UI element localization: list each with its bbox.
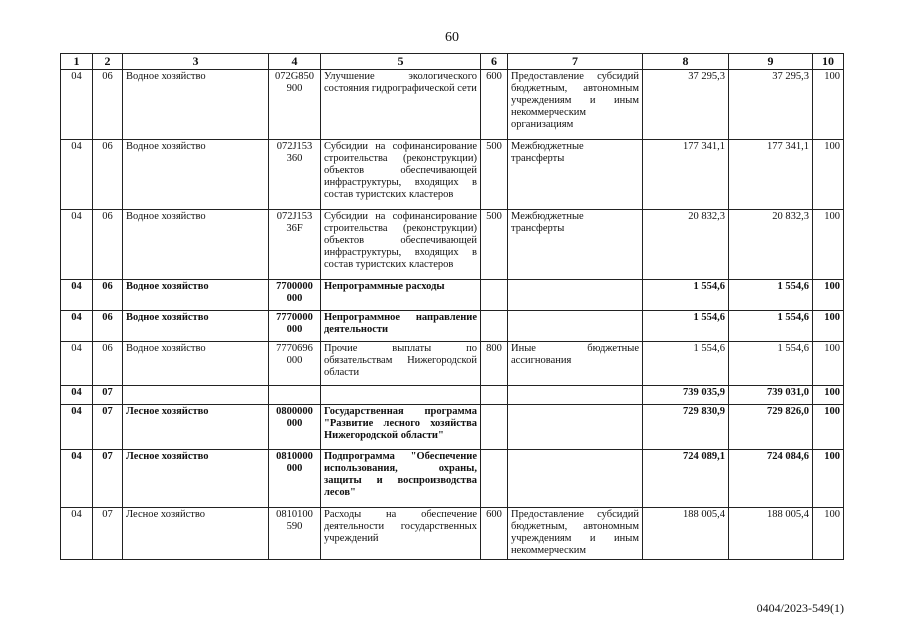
approved-amount-cell: 724 089,1 (643, 450, 729, 508)
expense-name-cell: Подпрограмма "Обеспечение использования, охраны, защиты и воспроизводства лесов" (321, 450, 481, 508)
expense-name-cell: Прочие выплаты по обязательствам Нижегородской области (321, 342, 481, 386)
budget-table (60, 53, 844, 560)
target-article-code-cell: 0810000 000 (269, 450, 321, 508)
table-row (61, 70, 844, 140)
execution-percent-cell: 100 (813, 508, 844, 560)
approved-amount-cell: 1 554,6 (643, 311, 729, 342)
executed-amount-cell: 724 084,6 (729, 450, 813, 508)
executed-amount-cell: 1 554,6 (729, 311, 813, 342)
expense-type-name-cell: Предоставление субсидий бюджетным, автономным учреждениям и иным некоммерческим организациям (508, 70, 643, 140)
column-header: 4 (269, 54, 321, 70)
expense-name-cell: Государственная программа "Развитие лесного хозяйства Нижегородской области" (321, 405, 481, 450)
expense-type-name-cell (508, 386, 643, 405)
expense-type-name-cell: Межбюджетные трансферты (508, 140, 643, 210)
column-header: 10 (813, 54, 844, 70)
table-row (61, 210, 844, 280)
section-name-cell: Лесное хозяйство (123, 450, 269, 508)
execution-percent-cell: 100 (813, 210, 844, 280)
section-code-cell: 04 (61, 342, 93, 386)
column-header: 7 (508, 54, 643, 70)
expense-name-cell: Субсидии на софинансирование строительства (реконструкции) объектов обеспечивающей инфраструктуры, входящих в состав туристских кластеров (321, 140, 481, 210)
expense-type-name-cell (508, 450, 643, 508)
subsection-code-cell: 06 (93, 311, 123, 342)
table-row (61, 386, 844, 405)
executed-amount-cell: 188 005,4 (729, 508, 813, 560)
column-header: 2 (93, 54, 123, 70)
approved-amount-cell: 1 554,6 (643, 280, 729, 311)
column-header: 5 (321, 54, 481, 70)
target-article-code-cell: 072G850 900 (269, 70, 321, 140)
executed-amount-cell: 729 826,0 (729, 405, 813, 450)
expense-type-code-cell: 500 (481, 140, 508, 210)
section-code-cell: 04 (61, 140, 93, 210)
execution-percent-cell: 100 (813, 280, 844, 311)
expense-name-cell: Непрограммные расходы (321, 280, 481, 311)
section-code-cell: 04 (61, 280, 93, 311)
execution-percent-cell: 100 (813, 386, 844, 405)
expense-type-name-cell: Предоставление субсидий бюджетным, автономным учреждениям и иным некоммерческим (508, 508, 643, 560)
target-article-code-cell: 0800000 000 (269, 405, 321, 450)
expense-type-name-cell: Межбюджетные трансферты (508, 210, 643, 280)
approved-amount-cell: 20 832,3 (643, 210, 729, 280)
section-code-cell: 04 (61, 210, 93, 280)
table-row (61, 450, 844, 508)
column-header: 3 (123, 54, 269, 70)
target-article-code-cell (269, 386, 321, 405)
column-header: 8 (643, 54, 729, 70)
section-code-cell: 04 (61, 508, 93, 560)
approved-amount-cell: 739 035,9 (643, 386, 729, 405)
approved-amount-cell: 1 554,6 (643, 342, 729, 386)
section-name-cell: Водное хозяйство (123, 311, 269, 342)
expense-type-code-cell (481, 280, 508, 311)
column-header: 9 (729, 54, 813, 70)
expense-type-name-cell (508, 280, 643, 311)
section-name-cell: Водное хозяйство (123, 210, 269, 280)
execution-percent-cell: 100 (813, 140, 844, 210)
executed-amount-cell: 1 554,6 (729, 280, 813, 311)
table-row (61, 405, 844, 450)
section-name-cell: Лесное хозяйство (123, 405, 269, 450)
expense-type-code-cell: 800 (481, 342, 508, 386)
expense-name-cell (321, 386, 481, 405)
approved-amount-cell: 37 295,3 (643, 70, 729, 140)
expense-name-cell: Субсидии на софинансирование строительства (реконструкции) объектов обеспечивающей инфраструктуры, входящих в состав туристских кластеров (321, 210, 481, 280)
table-header-row (61, 54, 844, 70)
column-header: 1 (61, 54, 93, 70)
subsection-code-cell: 06 (93, 70, 123, 140)
subsection-code-cell: 07 (93, 386, 123, 405)
expense-type-code-cell: 500 (481, 210, 508, 280)
section-code-cell: 04 (61, 386, 93, 405)
target-article-code-cell: 7770696 000 (269, 342, 321, 386)
section-name-cell: Водное хозяйство (123, 342, 269, 386)
target-article-code-cell: 7700000 000 (269, 280, 321, 311)
section-code-cell: 04 (61, 450, 93, 508)
table-row (61, 140, 844, 210)
section-code-cell: 04 (61, 405, 93, 450)
section-code-cell: 04 (61, 70, 93, 140)
expense-type-code-cell (481, 405, 508, 450)
execution-percent-cell: 100 (813, 405, 844, 450)
expense-type-code-cell (481, 450, 508, 508)
expense-type-code-cell: 600 (481, 508, 508, 560)
subsection-code-cell: 06 (93, 342, 123, 386)
approved-amount-cell: 729 830,9 (643, 405, 729, 450)
expense-type-name-cell: Иные бюджетные ассигнования (508, 342, 643, 386)
section-name-cell: Водное хозяйство (123, 140, 269, 210)
expense-type-code-cell (481, 311, 508, 342)
subsection-code-cell: 07 (93, 450, 123, 508)
expense-name-cell: Улучшение экологического состояния гидрографической сети (321, 70, 481, 140)
table-row (61, 508, 844, 560)
section-name-cell: Водное хозяйство (123, 280, 269, 311)
section-code-cell: 04 (61, 311, 93, 342)
subsection-code-cell: 07 (93, 508, 123, 560)
section-name-cell: Водное хозяйство (123, 70, 269, 140)
expense-name-cell: Непрограммное направление деятельности (321, 311, 481, 342)
execution-percent-cell: 100 (813, 450, 844, 508)
section-name-cell: Лесное хозяйство (123, 508, 269, 560)
approved-amount-cell: 177 341,1 (643, 140, 729, 210)
subsection-code-cell: 06 (93, 280, 123, 311)
table-row (61, 311, 844, 342)
executed-amount-cell: 1 554,6 (729, 342, 813, 386)
subsection-code-cell: 07 (93, 405, 123, 450)
expense-type-name-cell (508, 311, 643, 342)
expense-type-name-cell (508, 405, 643, 450)
page-number: 60 (445, 30, 459, 45)
target-article-code-cell: 072J153 360 (269, 140, 321, 210)
section-name-cell (123, 386, 269, 405)
executed-amount-cell: 739 031,0 (729, 386, 813, 405)
execution-percent-cell: 100 (813, 342, 844, 386)
column-header: 6 (481, 54, 508, 70)
target-article-code-cell: 072J153 36F (269, 210, 321, 280)
expense-name-cell: Расходы на обеспечение деятельности государственных учреждений (321, 508, 481, 560)
executed-amount-cell: 177 341,1 (729, 140, 813, 210)
table-row (61, 280, 844, 311)
approved-amount-cell: 188 005,4 (643, 508, 729, 560)
subsection-code-cell: 06 (93, 210, 123, 280)
table-row (61, 342, 844, 386)
execution-percent-cell: 100 (813, 311, 844, 342)
executed-amount-cell: 20 832,3 (729, 210, 813, 280)
expense-type-code-cell (481, 386, 508, 405)
document-code: 0404/2023-549(1) (756, 601, 844, 615)
target-article-code-cell: 7770000 000 (269, 311, 321, 342)
execution-percent-cell: 100 (813, 70, 844, 140)
subsection-code-cell: 06 (93, 140, 123, 210)
target-article-code-cell: 0810100 590 (269, 508, 321, 560)
expense-type-code-cell: 600 (481, 70, 508, 140)
executed-amount-cell: 37 295,3 (729, 70, 813, 140)
